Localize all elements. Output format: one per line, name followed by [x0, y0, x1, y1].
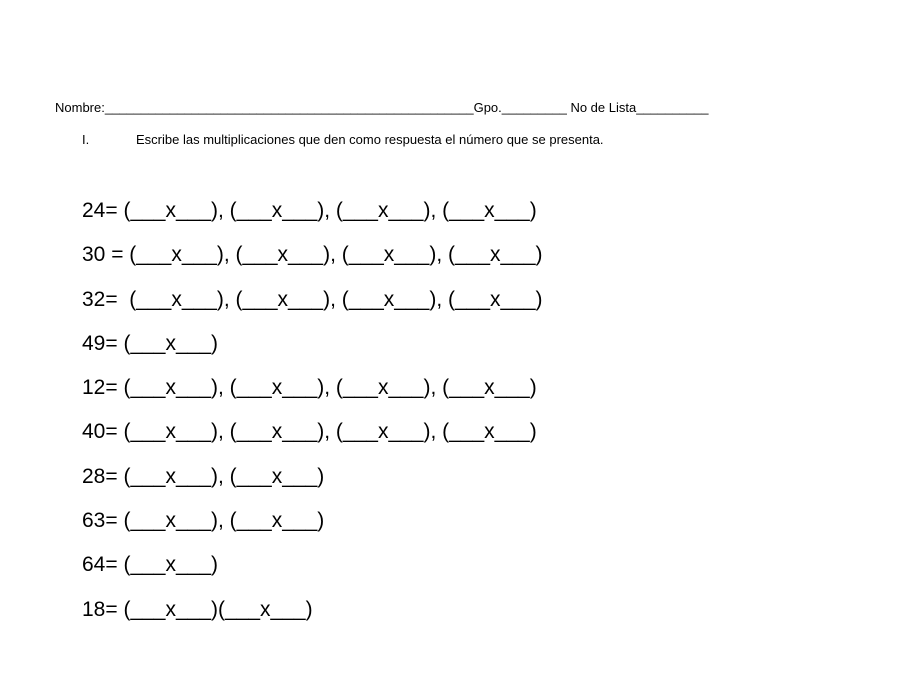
- exercise-row: 28= (___x___), (___x___): [82, 464, 325, 488]
- exercise-row: 18= (___x___)(___x___): [82, 597, 313, 621]
- worksheet-header: Nombre:___________________________________________________Gpo._________ No de Lista__________: [55, 100, 709, 115]
- exercise-row: 32= (___x___), (___x___), (___x___), (___x___): [82, 287, 543, 311]
- exercise-row: 64= (___x___): [82, 553, 219, 577]
- instruction-numeral: I.: [82, 132, 90, 147]
- exercise-list: [82, 196, 543, 639]
- exercise-row: 12= (___x___), (___x___), (___x___), (___x___): [82, 376, 537, 400]
- instruction-text: Escribe las multiplicaciones que den como respuesta el número que se presenta.: [136, 132, 604, 147]
- exercise-row: 49= (___x___): [82, 331, 219, 355]
- exercise-row: 40= (___x___), (___x___), (___x___), (___x___): [82, 420, 537, 444]
- exercise-row: 30 = (___x___), (___x___), (___x___), (___x___): [82, 243, 543, 267]
- exercise-row: 63= (___x___), (___x___): [82, 509, 325, 533]
- exercise-row: 24= (___x___), (___x___), (___x___), (___x___): [82, 199, 537, 222]
- instruction: [82, 132, 604, 147]
